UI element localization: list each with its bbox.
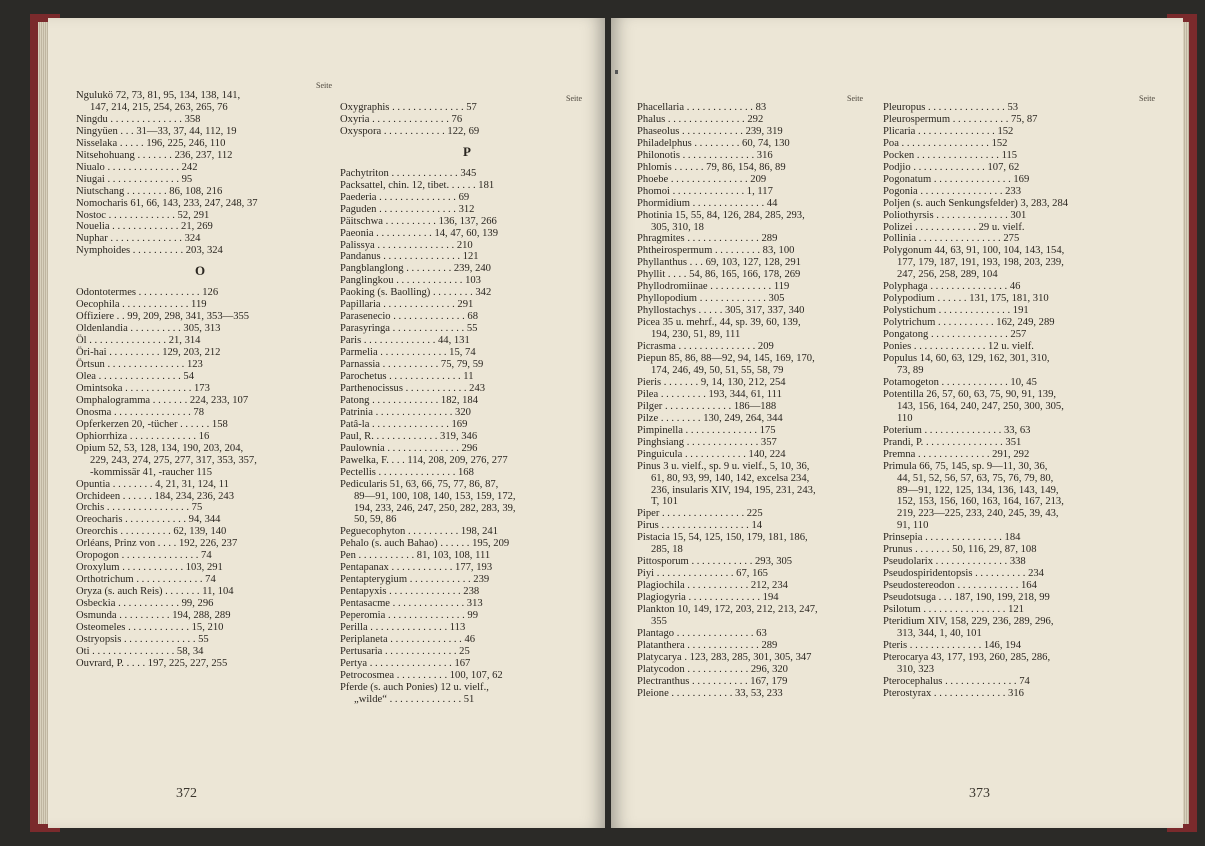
index-entry: Oxyria . . . . . . . . . . . . . . . 76 <box>340 113 463 125</box>
index-entry: Perilla . . . . . . . . . . . . . . . 113 <box>340 622 466 634</box>
index-entry: Ponies . . . . . . . . . . . . . . 12 u. vielf. <box>883 341 1034 353</box>
index-entry: Palissya . . . . . . . . . . . . . . . 210 <box>340 239 473 251</box>
index-entry: Papillaria . . . . . . . . . . . . . . 291 <box>340 299 474 311</box>
index-column-left-2 <box>340 102 594 706</box>
index-entry: Poljen (s. auch Senkungsfelder) 3, 283, 284 <box>883 197 1069 209</box>
index-column-left-1 <box>76 90 324 670</box>
index-entry-continuation: 229, 243, 274, 275, 277, 317, 353, 357, <box>90 454 257 466</box>
index-entry: Offiziere . . 99, 209, 298, 341, 353—355 <box>76 311 250 323</box>
index-entry-continuation: 152, 153, 156, 160, 163, 164, 167, 213, <box>897 496 1064 508</box>
index-entry: Phragmites . . . . . . . . . . . . . . 289 <box>637 233 778 245</box>
index-entry: Oroxylum . . . . . . . . . . . . 103, 291 <box>76 562 223 574</box>
index-entry-continuation: 194, 230, 51, 89, 111 <box>651 329 741 341</box>
index-entry: Polyphaga . . . . . . . . . . . . . . . 46 <box>883 281 1021 293</box>
index-entry: Oreocharis . . . . . . . . . . . . 94, 344 <box>76 514 221 526</box>
index-entry: Piper . . . . . . . . . . . . . . . . 225 <box>637 508 763 520</box>
index-entry: Packsattel, chin. 12, tibet. . . . . . 181 <box>340 179 495 191</box>
index-entry: Phyllit . . . . 54, 86, 165, 166, 178, 269 <box>637 269 801 281</box>
index-entry: Patrinia . . . . . . . . . . . . . . . 320 <box>340 406 471 418</box>
index-entry: Prunus . . . . . . . 50, 116, 29, 87, 108 <box>883 544 1037 556</box>
index-entry: Pentasacme . . . . . . . . . . . . . . 313 <box>340 598 483 610</box>
index-entry: Paguden . . . . . . . . . . . . . . . 312 <box>340 203 475 215</box>
column-header: Seite <box>847 94 863 103</box>
index-entry: Plectranthus . . . . . . . . . . . 167, 179 <box>637 675 788 687</box>
index-entry: Pteridium XIV, 158, 229, 236, 289, 296, <box>883 615 1054 627</box>
section-letter: O <box>194 263 206 279</box>
index-entry: Oreorchis . . . . . . . . . . 62, 139, 140 <box>76 526 227 538</box>
index-entry: Opium 52, 53, 128, 134, 190, 203, 204, <box>76 442 244 454</box>
section-letter: P <box>463 143 471 159</box>
index-entry-continuation: 50, 59, 86 <box>354 514 397 526</box>
index-entry: Pterocephalus . . . . . . . . . . . . . . 74 <box>883 675 1030 687</box>
index-entry: Piyi . . . . . . . . . . . . . . . 67, 165 <box>637 568 768 580</box>
index-entry: Odontotermes . . . . . . . . . . . . 126 <box>76 287 219 299</box>
index-entry-continuation: „wilde“ . . . . . . . . . . . . . . 51 <box>354 693 475 705</box>
index-entry: Paoking (s. Baolling) . . . . . . . . 342 <box>340 287 492 299</box>
index-entry: Pandanus . . . . . . . . . . . . . . . 121 <box>340 251 479 263</box>
right-page <box>611 18 1183 828</box>
index-entry: Patâ-la . . . . . . . . . . . . . . . 169 <box>340 418 468 430</box>
index-entry: Parasyringa . . . . . . . . . . . . . . 55 <box>340 323 478 335</box>
index-entry-continuation: 236, insularis XIV, 194, 195, 231, 243, <box>651 484 816 496</box>
index-entry: Picea 35 u. mehrf., 44, sp. 39, 60, 139, <box>637 317 801 329</box>
index-entry: Plantago . . . . . . . . . . . . . . . 63 <box>637 627 767 639</box>
index-entry: Poterium . . . . . . . . . . . . . . . 33, 63 <box>883 424 1031 436</box>
index-entry: Pleuropus . . . . . . . . . . . . . . . 53 <box>883 102 1019 113</box>
index-entry: Oldenlandia . . . . . . . . . . 305, 313 <box>76 323 221 335</box>
index-entry: Oxygraphis . . . . . . . . . . . . . . 57 <box>340 102 477 113</box>
index-entry: Paederia . . . . . . . . . . . . . . . 69 <box>340 191 470 203</box>
index-entry: Pseudostereodon . . . . . . . . . . . . 164 <box>883 580 1037 592</box>
index-entry: Pangblanglong . . . . . . . . . 239, 240 <box>340 263 491 275</box>
index-entry: Nisselaka . . . . . 196, 225, 246, 110 <box>76 137 226 149</box>
index-entry: Parasenecio . . . . . . . . . . . . . . 68 <box>340 311 478 323</box>
index-entry: Pinus 3 u. vielf., sp. 9 u. vielf., 5, 10, 36, <box>637 460 810 472</box>
index-entry: Phormidium . . . . . . . . . . . . . . 44 <box>637 197 778 209</box>
index-entry: Paulownia . . . . . . . . . . . . . . 296 <box>340 442 478 454</box>
index-entry: Nomocharis 61, 66, 143, 233, 247, 248, 37 <box>76 197 258 209</box>
index-entry: Ningyüen . . . 31—33, 37, 44, 112, 19 <box>76 125 237 137</box>
index-entry: Ouvrard, P. . . . . 197, 225, 227, 255 <box>76 657 228 669</box>
index-entry: Pertya . . . . . . . . . . . . . . . . 167 <box>340 657 471 669</box>
index-entry: Pilea . . . . . . . . . 193, 344, 61, 111 <box>637 388 782 400</box>
index-entry: Parochetus . . . . . . . . . . . . . . 11 <box>340 371 474 383</box>
index-entry: Plankton 10, 149, 172, 203, 212, 213, 247, <box>637 604 818 616</box>
index-entry: Niugai . . . . . . . . . . . . . . 95 <box>76 173 193 185</box>
index-entry: Pseudolarix . . . . . . . . . . . . . . 338 <box>883 556 1026 568</box>
index-entry: Pterocarya 43, 177, 193, 260, 285, 286, <box>883 651 1051 663</box>
index-entry: Ngulukö 72, 73, 81, 95, 134, 138, 141, <box>76 90 241 101</box>
index-entry-continuation: 110 <box>897 412 913 424</box>
index-entry: Polystichum . . . . . . . . . . . . . . 191 <box>883 305 1029 317</box>
index-entry: Pimpinella . . . . . . . . . . . . . . 175 <box>637 424 776 436</box>
index-entry-continuation: 61, 80, 93, 99, 140, 142, excelsa 234, <box>651 472 810 484</box>
index-entry: Philadelphus . . . . . . . . . 60, 74, 130 <box>637 137 790 149</box>
index-entry: Phyllodromiinae . . . . . . . . . . . . 119 <box>637 281 790 293</box>
index-entry: Phacellaria . . . . . . . . . . . . . 83 <box>637 102 767 113</box>
index-entry: Polygonum 44, 63, 91, 100, 104, 143, 154, <box>883 245 1065 257</box>
index-entry: Phoebe . . . . . . . . . . . . . . . 209 <box>637 173 767 185</box>
index-entry: Oti . . . . . . . . . . . . . . . . 58, 34 <box>76 645 204 657</box>
index-entry: Niualo . . . . . . . . . . . . . . 242 <box>76 161 198 173</box>
index-entry: Patong . . . . . . . . . . . . . 182, 184 <box>340 394 479 406</box>
index-entry: Phaseolus . . . . . . . . . . . . 239, 319 <box>637 125 783 137</box>
index-entry: Phtheirospermum . . . . . . . . . 83, 100 <box>637 245 795 257</box>
index-entry: Psilotum . . . . . . . . . . . . . . . . 121 <box>883 604 1024 616</box>
index-entry: Oryza (s. auch Reis) . . . . . . . 11, 104 <box>76 586 234 598</box>
index-entry: Paris . . . . . . . . . . . . . . 44, 131 <box>340 335 470 347</box>
index-entry: Oecophila . . . . . . . . . . . . . 119 <box>76 299 207 311</box>
index-entry: Pogonia . . . . . . . . . . . . . . . . 233 <box>883 185 1022 197</box>
column-header: Seite <box>316 81 332 90</box>
index-entry: Potamogeton . . . . . . . . . . . . . 10, 45 <box>883 376 1037 388</box>
page-number: 372 <box>176 786 197 801</box>
index-entry: Nitsehohuang . . . . . . . 236, 237, 112 <box>76 149 233 161</box>
index-entry: Nuphar . . . . . . . . . . . . . . 324 <box>76 233 201 245</box>
index-entry: Pistacia 15, 54, 125, 150, 179, 181, 186, <box>637 532 808 544</box>
page-number: 373 <box>969 786 990 801</box>
index-entry-continuation: 44, 51, 52, 56, 57, 63, 75, 76, 79, 80, <box>897 472 1054 484</box>
index-entry: Pteris . . . . . . . . . . . . . . 146, 194 <box>883 639 1022 651</box>
index-entry-continuation: 91, 110 <box>897 520 929 532</box>
index-entry: Paeonia . . . . . . . . . . . 14, 47, 60, 139 <box>340 227 499 239</box>
index-entry: Phyllopodium . . . . . . . . . . . . . 305 <box>637 293 785 305</box>
index-entry: Polizei . . . . . . . . . . . . 29 u. vielf. <box>883 221 1025 233</box>
index-entry: Päitschwa . . . . . . . . . . 136, 137, 266 <box>340 215 497 227</box>
index-entry: Pedicularis 51, 63, 66, 75, 77, 86, 87, <box>340 478 499 490</box>
index-entry: Pawelka, F. . . . 114, 208, 209, 276, 277 <box>340 454 508 466</box>
index-entry: Prinsepia . . . . . . . . . . . . . . . 184 <box>883 532 1021 544</box>
index-entry: Plicaria . . . . . . . . . . . . . . . 152 <box>883 125 1014 137</box>
index-entry: Orchis . . . . . . . . . . . . . . . . 75 <box>76 502 203 514</box>
index-entry: Piepun 85, 86, 88—92, 94, 145, 169, 170, <box>637 353 815 365</box>
index-entry: Onosma . . . . . . . . . . . . . . . 78 <box>76 406 205 418</box>
index-entry: Oropogon . . . . . . . . . . . . . . . 74 <box>76 550 212 562</box>
index-entry: Phalus . . . . . . . . . . . . . . . 292 <box>637 113 764 125</box>
index-entry: Phyllostachys . . . . . 305, 317, 337, 340 <box>637 305 805 317</box>
index-entry-continuation: 89—91, 100, 108, 140, 153, 159, 172, <box>354 490 516 502</box>
index-entry: Öl . . . . . . . . . . . . . . . 21, 314 <box>76 335 201 347</box>
index-entry-continuation: 177, 179, 187, 191, 193, 198, 203, 239, <box>897 257 1064 269</box>
index-entry: Pinguicula . . . . . . . . . . . . 140, 224 <box>637 448 786 460</box>
index-entry: Orchideen . . . . . . 184, 234, 236, 243 <box>76 490 235 502</box>
index-entry-continuation: 219, 223—225, 233, 240, 245, 39, 43, <box>897 508 1059 520</box>
index-entry: Philonotis . . . . . . . . . . . . . . 316 <box>637 149 773 161</box>
index-entry: Poa . . . . . . . . . . . . . . . . . 152 <box>883 137 1008 149</box>
index-entry: Pieris . . . . . . . 9, 14, 130, 212, 254 <box>637 376 786 388</box>
index-entry: Pittosporum . . . . . . . . . . . . 293, 305 <box>637 556 793 568</box>
index-entry: Plagiogyria . . . . . . . . . . . . . . 194 <box>637 592 779 604</box>
index-entry: Phlomis . . . . . . 79, 86, 154, 86, 89 <box>637 161 786 173</box>
index-entry: Öri-hai . . . . . . . . . . 129, 203, 212 <box>76 347 221 359</box>
index-column-right-2 <box>883 102 1153 700</box>
index-entry: Nostoc . . . . . . . . . . . . . 52, 291 <box>76 209 210 221</box>
index-entry-continuation: 313, 344, 1, 40, 101 <box>897 627 982 639</box>
index-entry: Picrasma . . . . . . . . . . . . . . . 209 <box>637 341 774 353</box>
index-entry: Pachytriton . . . . . . . . . . . . . 345 <box>340 167 477 179</box>
index-entry: Pinghsiang . . . . . . . . . . . . . . 357 <box>637 436 777 448</box>
index-entry: Podjio . . . . . . . . . . . . . . 107, 62 <box>883 161 1020 173</box>
index-entry-continuation: T, 101 <box>651 496 678 508</box>
index-entry: Pectellis . . . . . . . . . . . . . . . 168 <box>340 466 474 478</box>
index-entry: Pogonatum . . . . . . . . . . . . . . . 169 <box>883 173 1030 185</box>
index-entry: Olea . . . . . . . . . . . . . . . . 54 <box>76 370 194 382</box>
index-entry: Örtsun . . . . . . . . . . . . . . . 123 <box>76 359 203 371</box>
index-entry: Platycodon . . . . . . . . . . . . 296, 320 <box>637 663 788 675</box>
index-entry: Pentapanax . . . . . . . . . . . . 177, 193 <box>340 562 493 574</box>
index-entry: Polytrichum . . . . . . . . . . . 162, 249, 289 <box>883 317 1055 329</box>
index-entry-continuation: 355 <box>651 615 667 627</box>
index-entry: Osteomeles . . . . . . . . . . . . 15, 210 <box>76 621 224 633</box>
index-entry: Pen . . . . . . . . . . . 81, 103, 108, 111 <box>340 550 491 562</box>
index-entry: Parnassia . . . . . . . . . . . 75, 79, 59 <box>340 359 484 371</box>
index-entry: Prandi, P. . . . . . . . . . . . . . . . 351 <box>883 436 1022 448</box>
index-entry-continuation: 194, 233, 246, 247, 250, 282, 283, 39, <box>354 502 516 514</box>
index-entry: Panglingkou . . . . . . . . . . . . . 103 <box>340 275 481 287</box>
index-entry: Ophiorrhiza . . . . . . . . . . . . . 16 <box>76 430 210 442</box>
index-entry: Paul, R. . . . . . . . . . . . . 319, 346 <box>340 430 478 442</box>
index-entry: Pirus . . . . . . . . . . . . . . . . . 14 <box>637 520 763 532</box>
index-entry: Peperomia . . . . . . . . . . . . . . . 99 <box>340 610 478 622</box>
index-entry: Phyllanthus . . . 69, 103, 127, 128, 291 <box>637 257 801 269</box>
index-entry: Pilze . . . . . . . . 130, 249, 264, 344 <box>637 412 783 424</box>
index-entry: Phomoi . . . . . . . . . . . . . . 1, 117 <box>637 185 773 197</box>
column-header: Seite <box>566 94 582 103</box>
index-entry: Periplaneta . . . . . . . . . . . . . . 46 <box>340 633 476 645</box>
index-entry: Opferkerzen 20, -tücher . . . . . . 158 <box>76 418 228 430</box>
index-entry-continuation: 305, 310, 18 <box>651 221 704 233</box>
index-column-right-1 <box>637 102 873 700</box>
index-entry: Ningdu . . . . . . . . . . . . . . 358 <box>76 113 201 125</box>
index-entry: Potentilla 26, 57, 60, 63, 75, 90, 91, 139, <box>883 388 1057 400</box>
index-entry-continuation: 247, 256, 258, 289, 104 <box>897 269 998 281</box>
index-entry: Pilger . . . . . . . . . . . . . 186—188 <box>637 400 777 412</box>
index-entry: Oxyspora . . . . . . . . . . . . 122, 69 <box>340 125 480 137</box>
index-entry: Pehalo (s. auch Bahao) . . . . . . 195, 209 <box>340 538 510 550</box>
index-entry: Pentapterygium . . . . . . . . . . . . 239 <box>340 574 490 586</box>
index-entry: Petrocosmea . . . . . . . . . . 100, 107, 62 <box>340 669 503 681</box>
index-entry: Omintsoka . . . . . . . . . . . . . 173 <box>76 382 210 394</box>
index-entry: Pseudotsuga . . . 187, 190, 199, 218, 99 <box>883 592 1050 604</box>
index-entry: Pertusaria . . . . . . . . . . . . . . 25 <box>340 645 470 657</box>
index-entry: Niutschang . . . . . . . . 86, 108, 216 <box>76 185 223 197</box>
index-entry: Parmelia . . . . . . . . . . . . . 15, 74 <box>340 347 476 359</box>
index-entry: Nymphoides . . . . . . . . . . 203, 324 <box>76 245 223 257</box>
index-entry-continuation: -kommissär 41, -raucher 115 <box>90 466 212 478</box>
index-entry: Pleurospermum . . . . . . . . . . . 75, 87 <box>883 113 1038 125</box>
index-entry: Populus 14, 60, 63, 129, 162, 301, 310, <box>883 353 1050 365</box>
index-entry-continuation: 73, 89 <box>897 364 924 376</box>
ink-mark <box>615 70 618 74</box>
index-entry: Omphalogramma . . . . . . . 224, 233, 107 <box>76 394 249 406</box>
index-entry: Plagiochila . . . . . . . . . . . . 212, 234 <box>637 580 788 592</box>
index-entry: Peguecophyton . . . . . . . . . . 198, 241 <box>340 526 499 538</box>
index-entry: Orthotrichum . . . . . . . . . . . . . 74 <box>76 574 216 586</box>
index-entry: Pocken . . . . . . . . . . . . . . . . 115 <box>883 149 1018 161</box>
index-entry-continuation: 174, 246, 49, 50, 51, 55, 58, 79 <box>651 364 784 376</box>
index-entry-continuation: 310, 323 <box>897 663 935 675</box>
index-entry: Poliothyrsis . . . . . . . . . . . . . . 301 <box>883 209 1027 221</box>
index-entry: Pollinia . . . . . . . . . . . . . . . . 275 <box>883 233 1020 245</box>
index-entry: Osbeckia . . . . . . . . . . . . 99, 296 <box>76 598 214 610</box>
index-entry-continuation: 143, 156, 164, 240, 247, 250, 300, 305, <box>897 400 1064 412</box>
index-entry: Osmunda . . . . . . . . . . 194, 288, 289 <box>76 610 231 622</box>
index-entry: Pseudospiridentopsis . . . . . . . . . . 234 <box>883 568 1044 580</box>
index-entry: Pentapyxis . . . . . . . . . . . . . . 238 <box>340 586 480 598</box>
index-entry: Polypodium . . . . . . 131, 175, 181, 310 <box>883 293 1049 305</box>
index-entry: Premna . . . . . . . . . . . . . . 291, 292 <box>883 448 1030 460</box>
index-entry: Pferde (s. auch Ponies) 12 u. vielf., <box>340 681 489 693</box>
index-entry: Platanthera . . . . . . . . . . . . . . 289 <box>637 639 778 651</box>
left-page <box>48 18 605 828</box>
index-entry: Photinia 15, 55, 84, 126, 284, 285, 293, <box>637 209 805 221</box>
index-entry: Opuntia . . . . . . . . 4, 21, 31, 124, 11 <box>76 478 229 490</box>
index-entry: Pterostyrax . . . . . . . . . . . . . . 316 <box>883 687 1024 699</box>
index-entry: Orléans, Prinz von . . . . 192, 226, 237 <box>76 538 238 550</box>
index-entry-continuation: 285, 18 <box>651 544 683 556</box>
index-entry: Primula 66, 75, 145, sp. 9—11, 30, 36, <box>883 460 1048 472</box>
index-entry: Ostryopsis . . . . . . . . . . . . . . 55 <box>76 633 209 645</box>
index-entry: Platycarya . 123, 283, 285, 301, 305, 347 <box>637 651 812 663</box>
index-entry: Parthenocissus . . . . . . . . . . . . 243 <box>340 382 486 394</box>
index-entry-continuation: 147, 214, 215, 254, 263, 265, 76 <box>90 101 228 113</box>
index-entry: Pongatong . . . . . . . . . . . . . . . 257 <box>883 329 1027 341</box>
index-entry-continuation: 89—91, 122, 125, 134, 136, 143, 149, <box>897 484 1059 496</box>
index-entry: Nouelia . . . . . . . . . . . . . 21, 269 <box>76 221 213 233</box>
column-header: Seite <box>1139 94 1155 103</box>
index-entry: Pleione . . . . . . . . . . . . 33, 53, 233 <box>637 687 783 699</box>
